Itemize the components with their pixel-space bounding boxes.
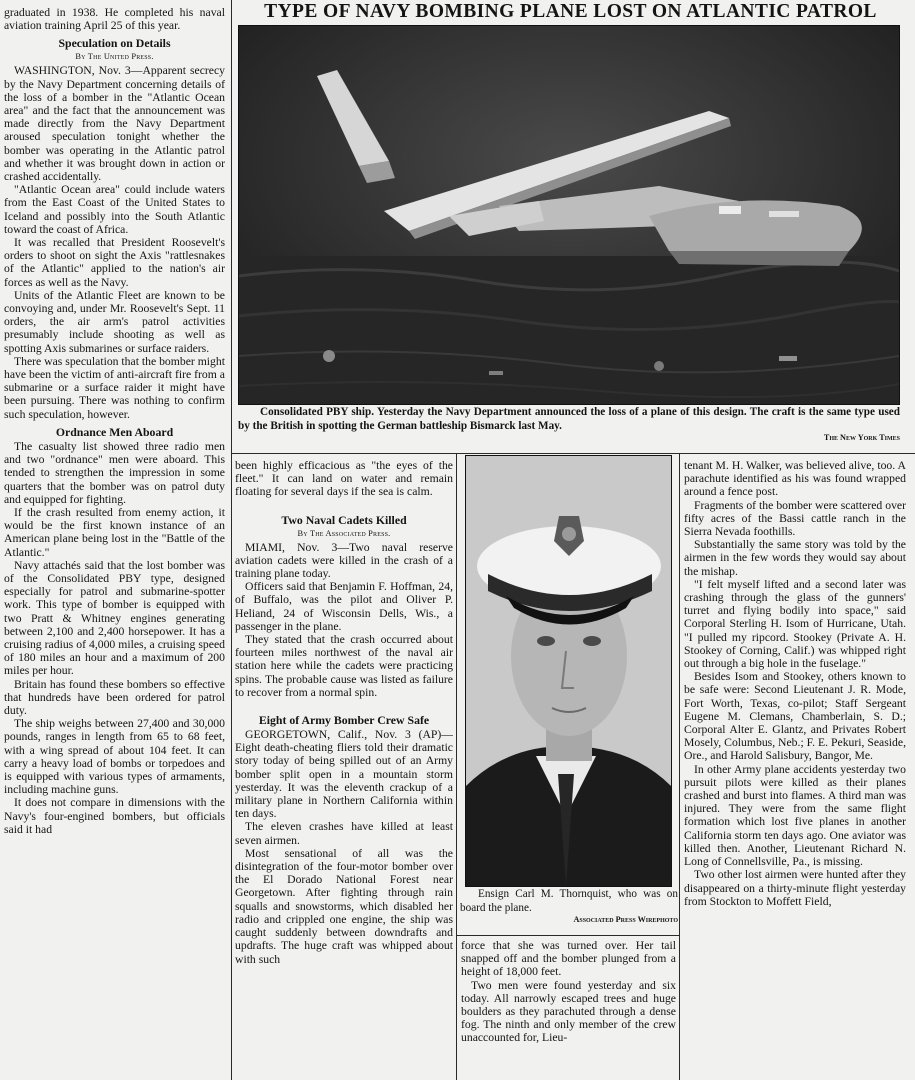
column-2 [235,459,453,1080]
paragraph: Fragments of the bomber were scattered over fifty acres of the Bassi cattle ranch in the Sierra Nevada foothills. [684,498,906,539]
subhead-army-bomber: Eight of Army Bomber Crew Safe [258,713,430,728]
paragraph: Two men were found yesterday and six today. All narrowly escaped trees and huge boulders as they parachuted through a dense fog. The ninth and only member of the crew unaccounted for, Lieu- [461,978,676,1045]
paragraph: If the crash resulted from enemy action, it would be the first known instance of an American plane being lost in the "Battle of the Atlantic." [4,505,225,559]
paragraph: It does not compare in dimensions with the Navy's four-engined bombers, but officials said it had [4,796,225,836]
paragraph: WASHINGTON, Nov. 3—Apparent secrecy by the Navy Department concerning details of the loss of a bomber in the "Atlantic Ocean area" and the fact that the announcement was made directly from the Navy Department aroused speculation tonight whether the bomber was operating in the Atlantic patrol and whether it was brought down in action or crashed accidentally. [4,64,225,184]
column-1 [4,6,225,1080]
continued-text: graduated in 1938. He completed his naval aviation training April 25 of this year. [4,6,225,33]
caption-text: Consolidated PBY ship. Yesterday the Navy Department announced the loss of a plane of this design. The craft is the same type used by the British in spotting the German battleship Bismarck last May. [238,406,900,432]
paragraph: Besides Isom and Stookey, others known to be safe were: Second Lieutenant J. R. Mode, Fort Worth, Texas, co-pilot; Staff Sergeant Eugene M. Clemans, Chamberlain, S. D.; Corporal Alter E. Glantz, and Privates Robert Mosely, Columbus, Neb.; F. E. Pekuri, Seaside, Ore., and Harold Salisbury, Bangor, Me. [684,670,906,763]
column-rule [679,453,680,1080]
headline: TYPE OF NAVY BOMBING PLANE LOST ON ATLANTIC PATROL [264,1,877,22]
portrait-photo [465,455,672,887]
paragraph: They stated that the crash occurred about fourteen miles northwest of the naval air station here while the cadets were practicing spins. The probable cause was listed as failure to recover from a normal spin. [235,633,453,699]
photo-credit: The New York Times [823,433,900,442]
paragraph: The ship weighs between 27,400 and 30,000 pounds, ranges in length from 65 to 68 feet, with a wing spread of about 104 feet. It can carry a heavy load of bombs or torpedoes and is equipped with various types of armaments, including machine guns. [4,717,225,797]
subhead-ordnance: Ordnance Men Aboard [55,424,174,439]
subhead-cadets: Two Naval Cadets Killed [281,512,407,527]
column-rule [456,453,457,1080]
paragraph: tenant M. H. Walker, was believed alive, too. A parachute identified as his was found wrapped around a fence post. [684,459,906,499]
paragraph: force that she was turned over. Her tail snapped off and the bomber plunged from a height of 18,000 feet. [461,939,676,979]
byline-associated-press: By The Associated Press. [297,528,391,538]
caption-text: Ensign Carl M. Thornquist, who was on board the plane. [460,888,678,914]
paragraph: In other Army plane accidents yesterday two pursuit pilots were killed as their planes crashed and burst into flames. A third man was injured. They were from the same flight formation which lost five planes in another California storm ten days ago. One aviator was killed then. Another, Lieutenant Richard N. Long of Connellsville, Pa., is missing. [684,762,906,869]
paragraph: Most sensational of all was the disintegration of the four-motor bomber over the El Dorado National Forest near Georgetown. After fighting through rain squalls and snowstorms, which disabled her radio and crippled one engine, the ship was caught suddenly between downdrafts and updrafts. The huge craft was whipped about with such [235,846,453,966]
paragraph: "I felt myself lifted and a second later was crashing through the glass of the gunners' turret and flying bodily into space," said Corporal Sterling H. Isom of Hurricane, Utah. "I pulled my ripcord. Stookey (Private A. H. Stookey of Corning, Calif.) was whipped right out through a big hole in the fuselage." [684,577,906,671]
paragraph: "Atlantic Ocean area" could include waters from the East Coast of the United States to Iceland and possibly into the South Atlantic toward the coast of Africa. [4,183,225,236]
main-photo-caption [238,405,900,443]
paragraph: MIAMI, Nov. 3—Two naval reserve aviation cadets were killed in the crash of a training plane today. [235,540,453,581]
photo-credit: Associated Press Wirephoto [573,915,678,924]
continued-text: been highly efficacious as "the eyes of the fleet." It can land on water and remain floating for several days if the sea is calm. [235,459,453,499]
paragraph: Navy attachés said that the lost bomber was of the Consolidated PBY type, designed especially for patrol and submarine-spotter work. This type of bomber is equipped with two Pratt & Whitney engines generating between 2,100 and 2,400 horsepower. It has a cruising radius of 4,000 miles, a cruising speed of 180 miles an hour and a maximum of 200 miles per hour. [4,558,225,678]
paragraph: Units of the Atlantic Fleet are known to be convoying and, under Mr. Roosevelt's Sept. 11 orders, the air arm's patrol activities presumably include shooting as well as spotting Axis submarines or surface raiders. [4,288,225,355]
paragraph: Officers said that Benjamin F. Hoffman, 24, of Buffalo, was the pilot and Oliver P. Heliand, 24 of Wisconsin Dells, Wis., a passenger in the plane. [235,580,453,633]
plane-wreck-image [239,26,899,404]
paragraph: There was speculation that the bomber might have been the victim of anti-aircraft fire from a submarine or a surface raider it might have been pursuing. There was nothing to confirm such speculation, however. [4,354,225,421]
paragraph: The casualty list showed three radio men and two "ordnance" men were aboard. This tended to strengthen the impression in some quarters that the bomber was on patrol duty and equipped for fighting. [4,439,225,506]
section-rule [232,453,915,454]
paragraph: GEORGETOWN, Calif., Nov. 3 (AP)—Eight death-cheating fliers told their dramatic story today of being spilled out of an Army bomber split open in a mountain storm yesterday. It was the eleventh crackup of a military plane in Northern California within ten days. [235,728,453,821]
section-rule [457,935,679,936]
subhead-speculation: Speculation on Details [58,36,171,51]
paragraph: It was recalled that President Roosevelt's orders to shoot on sight the Axis "rattlesnakes of the Atlantic" applied to the nation's air forces as well as the Navy. [4,236,225,289]
portrait-caption [460,888,678,925]
column-rule [231,0,232,1080]
byline-united-press: By The United Press. [75,52,154,62]
paragraph: The eleven crashes have killed at least seven airmen. [235,820,453,847]
column-3 [461,939,676,1080]
pby-plane-photo [238,25,900,405]
paragraph: Two other lost airmen were hunted after they disappeared on a thirty-minute flight yesterday from Stockton to Moffett Field, [684,868,906,908]
column-4 [684,459,906,1080]
paragraph: Substantially the same story was told by the airmen in the few words they would say about the mishap. [684,538,906,578]
ensign-portrait-image [466,456,671,886]
paragraph: Britain has found these bombers so effective that hundreds have been ordered for patrol duty. [4,677,225,717]
